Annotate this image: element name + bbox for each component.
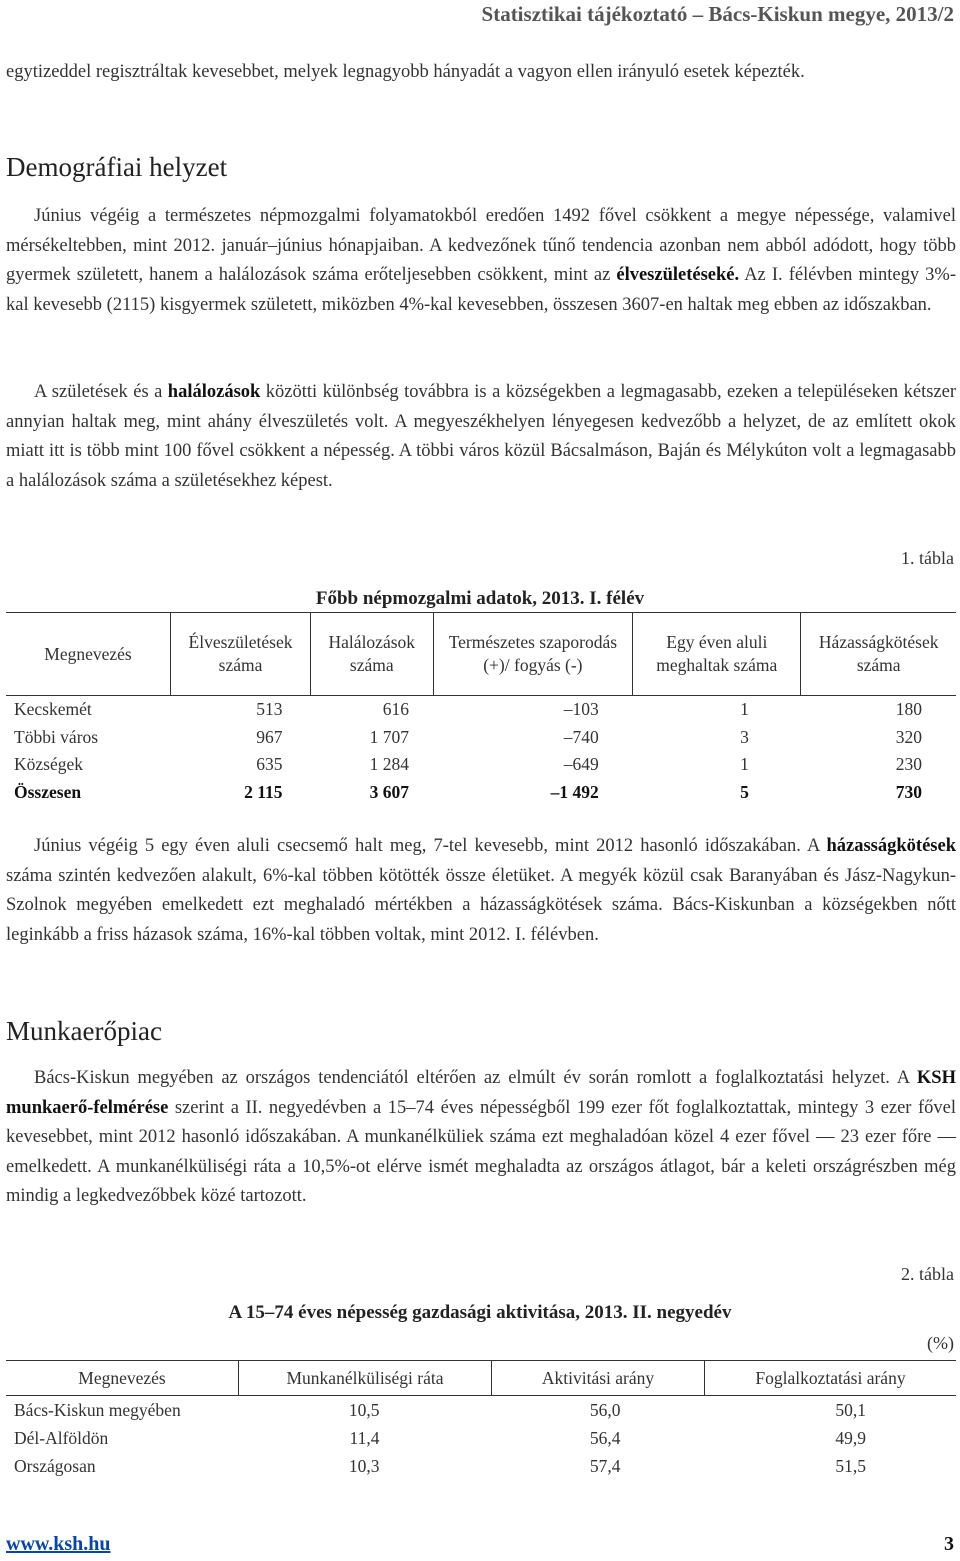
table-cell: Községek bbox=[14, 754, 84, 775]
table-row bbox=[6, 724, 956, 752]
economic-activity-table bbox=[6, 1360, 956, 1480]
table2-header-row bbox=[6, 1361, 956, 1396]
table-cell: 49,9 bbox=[835, 1427, 866, 1448]
table-cell: 180 bbox=[895, 699, 922, 720]
table-row bbox=[6, 1452, 956, 1480]
table-cell: 50,1 bbox=[835, 1399, 866, 1420]
labour-p1-text-a: Bács-Kiskun megyében az országos tendenciától eltérően az elmúlt év során romlott a foglalkoztatási helyzet. A bbox=[34, 1068, 917, 1088]
table-cell: –1 492 bbox=[550, 781, 599, 802]
table2-label: 2. tábla bbox=[901, 1264, 954, 1284]
demography-p1-text-b: Az I. félévben mintegy 3%-kal kevesebb (2115) kisgyermek született, miközben 4%-kal kevesebben, összesen 3607-en haltak meg ebben az időszakban. bbox=[6, 265, 956, 315]
table-cell: 56,4 bbox=[589, 1427, 621, 1448]
table-cell: 3 bbox=[740, 726, 749, 747]
labour-p1-bold: KSH munkaerő-felmérése bbox=[6, 1068, 956, 1118]
table-cell: –103 bbox=[563, 699, 599, 720]
table-cell: Országosan bbox=[14, 1455, 96, 1476]
table-cell: 51,5 bbox=[835, 1455, 866, 1476]
table-cell: –740 bbox=[563, 726, 599, 747]
demography-p2-text-b: közötti különbség továbbra is a községekben a legmagasabb, ezeken a településeken kétszer annyian haltak meg, mint ahány élveszületés volt. A megyeszékhelyen lényegesen kedvezőbb a helyzet, de az említett okok miatt itt is több mint 100 fővel csökkent a népesség. A többi város közül Bácsalmáson, Baján és Mélykúton volt a legmagasabb a halálozások száma a születésekhez képest. bbox=[6, 382, 956, 491]
intro-paragraph: egytizeddel regisztráltak kevesebbet, melyek legnagyobb hányadát a vagyon ellen irányuló esetek képezték. bbox=[6, 62, 805, 82]
table2-col-header: Munkanélküliségi ráta bbox=[239, 1361, 492, 1396]
table1-col-header: Halálozások száma bbox=[311, 613, 434, 696]
demography-p3-text-b: száma szintén kedvezően alakult, 6%-kal többen kötötték össze életüket. A megyék közül csak Baranyában és Jász-Nagykun-Szolnok megyében emelkedett ezt meghaladó mértékben a házasságkötések száma. Bács-Kiskunban a községekben nőtt leginkább a friss házasok száma, 16%-kal többen voltak, mint 2012. I. félévben. bbox=[6, 865, 956, 945]
demography-p2-text-a: A születések és a bbox=[34, 382, 168, 402]
table-cell: 3 607 bbox=[369, 781, 410, 802]
demography-p1-text-a: Június végéig a természetes népmozgalmi folyamatokból eredően 1492 fővel csökkent a megye népessége, valamivel mérsékeltebben, mint 2012. január–június hónapjaiban. A kedvezőnek tűnő tendencia azonban nem abból adódott, hogy több gyermek született, hanem a halálozások száma erőteljesebben csökkent, mint az bbox=[6, 206, 956, 285]
table1-label: 1. tábla bbox=[901, 548, 954, 568]
table2-title: A 15–74 éves népesség gazdasági aktivitása, 2013. II. negyedév bbox=[228, 1302, 732, 1323]
table-cell: 5 bbox=[740, 781, 749, 802]
table2-col-header: Aktivitási arány bbox=[492, 1361, 705, 1396]
table-cell: Dél-Alföldön bbox=[14, 1427, 109, 1448]
vital-statistics-table bbox=[6, 612, 956, 806]
table-cell: 11,4 bbox=[349, 1427, 380, 1448]
demography-p2-bold: halálozások bbox=[167, 382, 261, 402]
table2-col-header: Megnevezés bbox=[6, 1361, 239, 1396]
table-cell: 967 bbox=[256, 726, 283, 747]
table2-col-header: Foglalkoztatási arány bbox=[705, 1361, 957, 1396]
section-heading-demography: Demográfiai helyzet bbox=[6, 152, 228, 182]
table1-col-header: Természetes szaporodás (+)/ fogyás (-) bbox=[433, 613, 633, 696]
table-cell: 1 284 bbox=[369, 754, 410, 775]
demography-p3-text-a: Június végéig 5 egy éven aluli csecsemő halt meg, 7-tel kevesebb, mint 2012 hasonló időszakában. A bbox=[34, 836, 827, 856]
demography-paragraph-3 bbox=[6, 832, 956, 950]
table-cell: 1 707 bbox=[369, 726, 410, 747]
table-cell: 56,0 bbox=[589, 1399, 621, 1420]
table-cell: 1 bbox=[740, 754, 749, 775]
table-total-row bbox=[6, 779, 956, 807]
table1-header-row bbox=[6, 613, 956, 696]
table-row bbox=[6, 1424, 956, 1452]
ksh-website-link[interactable]: www.ksh.hu bbox=[6, 1533, 111, 1555]
table-cell: 10,3 bbox=[348, 1455, 380, 1476]
table1-col-header: Egy éven aluli meghaltak száma bbox=[633, 613, 801, 696]
table-cell: 230 bbox=[895, 754, 922, 775]
table1-title: Főbb népmozgalmi adatok, 2013. I. félév bbox=[315, 588, 645, 609]
table-cell: –649 bbox=[563, 754, 599, 775]
running-header: Statisztikai tájékoztató – Bács-Kiskun megye, 2013/2 bbox=[481, 2, 954, 26]
table1-col-header: Házasságkötések száma bbox=[801, 613, 956, 696]
demography-p1-bold: élveszületéseké. bbox=[616, 265, 740, 285]
demography-paragraph-1 bbox=[6, 202, 956, 320]
table2-unit: (%) bbox=[927, 1333, 954, 1353]
table-cell: 635 bbox=[256, 754, 283, 775]
table-row bbox=[6, 1396, 956, 1425]
table1-col-header: Élveszületések száma bbox=[171, 613, 311, 696]
table1-col-header: Megnevezés bbox=[6, 613, 171, 696]
table-cell: 730 bbox=[895, 781, 922, 802]
table-row bbox=[6, 696, 956, 724]
section-heading-labour: Munkaerőpiac bbox=[6, 1016, 162, 1046]
table-cell: 10,5 bbox=[348, 1399, 380, 1420]
table-cell: 57,4 bbox=[589, 1455, 621, 1476]
table-cell: 513 bbox=[256, 699, 283, 720]
table-cell: Összesen bbox=[14, 781, 82, 802]
table-cell: Bács-Kiskun megyében bbox=[14, 1399, 181, 1420]
table-row bbox=[6, 751, 956, 779]
table-cell: 320 bbox=[895, 726, 922, 747]
demography-p3-bold: házasságkötések bbox=[826, 836, 956, 856]
demography-paragraph-2 bbox=[6, 378, 956, 496]
table-cell: 616 bbox=[382, 699, 410, 720]
table-cell: Kecskemét bbox=[14, 699, 92, 720]
table-cell: Többi város bbox=[14, 726, 99, 747]
table-cell: 1 bbox=[740, 699, 749, 720]
labour-p1-text-b: szerint a II. negyedévben a 15–74 éves népességből 199 ezer főt foglalkoztattak, mintegy 3 ezer fővel kevesebbet, mint 2012 hasonló időszakában. A munkanélküliek száma ezt meghaladóan közel 4 ezer fővel — 23 ezer főre — emelkedett. A munkanélküliségi ráta a 10,5%-ot elérve ismét meghaladta az országos átlagot, bár a keleti országrészben még mindig a legkedvezőbbek közé tartozott. bbox=[6, 1097, 956, 1206]
page-number: 3 bbox=[944, 1533, 954, 1555]
table-cell: 2 115 bbox=[244, 781, 283, 802]
labour-paragraph-1 bbox=[6, 1064, 956, 1212]
